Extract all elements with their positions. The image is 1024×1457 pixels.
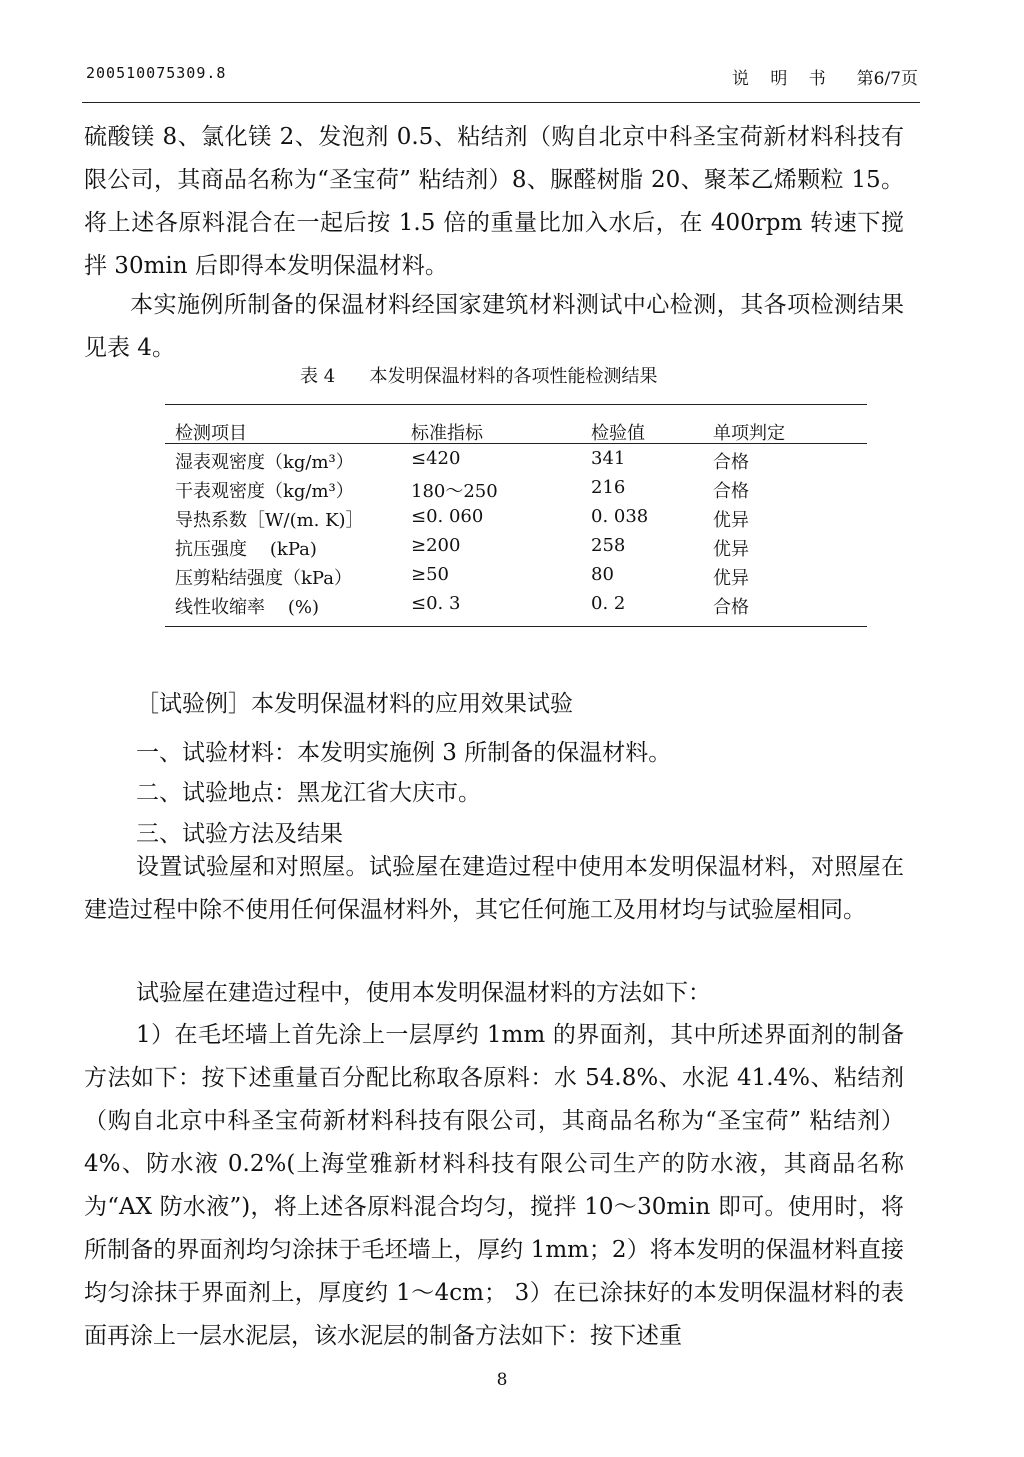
table-caption-text: 本发明保温材料的各项性能检测结果	[369, 366, 658, 387]
table-header-cell: 单项判定	[713, 423, 785, 444]
table-header-cell: 检验值	[591, 423, 645, 444]
table-cell-value: 341	[591, 448, 626, 469]
table-cell-value: 0. 2	[591, 593, 626, 614]
table-header-cell: 标准指标	[411, 423, 483, 444]
document-number: 200510075309.8	[86, 64, 227, 82]
table-cell-item: 抗压强度 (kPa)	[175, 539, 317, 560]
body-paragraph-1: 硫酸镁 8、氯化镁 2、发泡剂 0.5、粘结剂（购自北京中科圣宝荷新材料科技有限公司，其商品名称为“圣宝荷” 粘结剂）8、脲醛树脂 20、聚苯乙烯颗粒 15。将上述各原料混合在一起后按 1.5 倍的重量比加入水后，在 400rpm 转速下搅拌 30min 后即得本发明保温材料。	[84, 124, 904, 279]
table-cell-item: 湿表观密度（kg/m³）	[175, 452, 354, 473]
table-cell-standard: ≤0. 060	[411, 506, 484, 527]
experiment-item-materials: 一、试验材料：本发明实施例 3 所制备的保温材料。	[136, 740, 672, 766]
page-number: 8	[496, 1370, 508, 1390]
table-cell-verdict: 优异	[713, 568, 749, 589]
document-type: 说 明 书	[732, 69, 834, 89]
table-row	[165, 560, 867, 589]
page-header	[86, 64, 918, 92]
body-paragraph-4: 试验屋在建造过程中，使用本发明保温材料的方法如下：	[136, 980, 711, 1006]
table-row	[165, 473, 867, 502]
experiment-title: ［试验例］本发明保温材料的应用效果试验	[136, 691, 573, 717]
table-row	[165, 531, 867, 560]
table-caption-label: 表 4	[300, 366, 336, 387]
table-cell-value: 0. 038	[591, 506, 649, 527]
table-cell-value: 216	[591, 477, 626, 498]
page-of-total: 第6/7页	[856, 69, 918, 89]
table-caption	[300, 362, 658, 388]
table-cell-verdict: 优异	[713, 510, 749, 531]
body-paragraph-2: 本实施例所制备的保温材料经国家建筑材料测试中心检测，其各项检测结果见表 4。	[84, 292, 904, 361]
table-header-row	[165, 405, 867, 443]
table-cell-value: 80	[591, 564, 614, 585]
table-cell-item: 线性收缩率 (%)	[175, 597, 320, 618]
table-cell-standard: ≤420	[411, 448, 461, 469]
table-cell-standard: ≥50	[411, 564, 449, 585]
table-header-cell: 检测项目	[175, 423, 247, 444]
table-row	[165, 444, 867, 473]
body-paragraph-5: 1）在毛坯墙上首先涂上一层厚约 1mm 的界面剂，其中所述界面剂的制备方法如下：按下述重量百分配比称取各原料：水 54.8%、水泥 41.4%、粘结剂（购自北京中科圣宝荷新材料科技有限公司，其商品名称为“圣宝荷” 粘结剂）4%、防水液 0.2%(上海堂雅新材料科技有限公司生产的防水液，其商品名称为“AX 防水液”)，将上述各原料混合均匀，搅拌 10～30min 即可。使用时，将所制备的界面剂均匀涂抹于毛坯墙上，厚约 1mm；2）将本发明的保温材料直接均匀涂抹于界面剂上，厚度约 1～4cm； 3）在已涂抹好的本发明保温材料的表面再涂上一层水泥层，该水泥层的制备方法如下：按下述重	[84, 1022, 904, 1349]
table-row	[165, 502, 867, 531]
table-cell-verdict: 合格	[713, 481, 749, 502]
results-table	[165, 404, 867, 627]
table-cell-item: 压剪粘结强度（kPa）	[175, 568, 352, 589]
table-cell-verdict: 合格	[713, 452, 749, 473]
experiment-item-method: 三、试验方法及结果	[136, 821, 343, 847]
table-cell-item: 导热系数［W/(m. K)］	[175, 510, 364, 531]
header-divider	[82, 102, 920, 103]
body-paragraph-3: 设置试验屋和对照屋。试验屋在建造过程中使用本发明保温材料，对照屋在建造过程中除不使用任何保温材料外，其它任何施工及用材均与试验屋相同。	[84, 854, 904, 923]
table-row	[165, 589, 867, 618]
table-bottom-rule	[165, 626, 867, 627]
table-cell-standard: 180～250	[411, 481, 498, 502]
table-cell-value: 258	[591, 535, 626, 556]
table-cell-verdict: 优异	[713, 539, 749, 560]
table-cell-verdict: 合格	[713, 597, 749, 618]
experiment-item-location: 二、试验地点：黑龙江省大庆市。	[136, 780, 481, 806]
table-cell-item: 干表观密度（kg/m³）	[175, 481, 354, 502]
table-cell-standard: ≥200	[411, 535, 461, 556]
table-cell-standard: ≤0. 3	[411, 593, 461, 614]
